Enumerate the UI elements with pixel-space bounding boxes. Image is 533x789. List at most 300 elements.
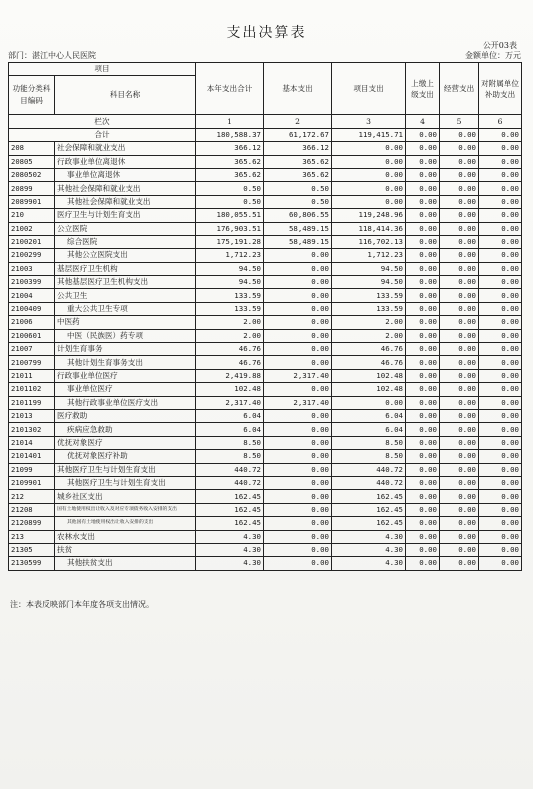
table-row (9, 369, 522, 382)
row-value: 2.00 (196, 316, 264, 329)
row-value: 0.00 (479, 530, 522, 543)
row-value: 2,317.40 (264, 396, 332, 409)
row-name: 计划生育事务 (55, 343, 196, 356)
row-value: 2.00 (332, 329, 406, 342)
row-value: 4.30 (196, 530, 264, 543)
row-value: 0.00 (264, 289, 332, 302)
table-row (9, 289, 522, 302)
row-value: 0.00 (479, 316, 522, 329)
row-value: 0.00 (406, 423, 440, 436)
expenditure-table (8, 62, 522, 571)
row-value: 0.00 (440, 222, 479, 235)
row-value: 0.00 (406, 168, 440, 181)
row-value: 0.00 (264, 423, 332, 436)
row-value: 0.00 (264, 343, 332, 356)
row-value: 0.00 (332, 142, 406, 155)
row-value: 94.50 (196, 262, 264, 275)
row-value: 0.00 (440, 276, 479, 289)
row-value: 0.00 (406, 195, 440, 208)
header-basic: 基本支出 (264, 63, 332, 115)
row-value: 8.50 (332, 436, 406, 449)
row-value: 0.00 (440, 155, 479, 168)
table-row (9, 530, 522, 543)
total-value: 0.00 (406, 128, 440, 141)
row-value: 0.50 (264, 195, 332, 208)
table-row (9, 383, 522, 396)
row-code: 21006 (9, 316, 55, 329)
row-value: 0.00 (440, 543, 479, 556)
row-value: 0.00 (406, 530, 440, 543)
row-value: 0.00 (264, 517, 332, 530)
col-num: 1 (196, 115, 264, 128)
row-value: 0.00 (479, 209, 522, 222)
row-code: 2100601 (9, 329, 55, 342)
row-value: 0.00 (479, 423, 522, 436)
row-value: 0.00 (406, 383, 440, 396)
row-value: 366.12 (264, 142, 332, 155)
row-value: 0.00 (440, 182, 479, 195)
row-value: 0.00 (264, 383, 332, 396)
row-value: 0.00 (479, 450, 522, 463)
row-value: 0.00 (264, 249, 332, 262)
row-name: 基层医疗卫生机构 (55, 262, 196, 275)
row-value: 133.59 (332, 302, 406, 315)
table-row (9, 423, 522, 436)
table-row (9, 356, 522, 369)
table-row (9, 168, 522, 181)
row-code: 208 (9, 142, 55, 155)
row-value: 365.62 (264, 155, 332, 168)
row-value: 0.00 (264, 476, 332, 489)
row-code: 2109901 (9, 476, 55, 489)
row-value: 102.48 (332, 383, 406, 396)
row-name: 公共卫生 (55, 289, 196, 302)
row-value: 102.48 (196, 383, 264, 396)
row-code: 21004 (9, 289, 55, 302)
row-name: 其他扶贫支出 (55, 557, 196, 570)
row-value: 0.00 (406, 222, 440, 235)
row-value: 162.45 (332, 490, 406, 503)
row-value: 440.72 (332, 463, 406, 476)
row-name: 其他医疗卫生与计划生育支出 (55, 476, 196, 489)
row-value: 0.00 (440, 343, 479, 356)
row-value: 0.00 (264, 450, 332, 463)
row-value: 0.00 (264, 302, 332, 315)
row-value: 0.00 (479, 356, 522, 369)
row-name: 其他社会保障和就业支出 (55, 182, 196, 195)
row-name: 城乡社区支出 (55, 490, 196, 503)
row-value: 0.00 (479, 262, 522, 275)
row-code: 21099 (9, 463, 55, 476)
row-code: 2100201 (9, 235, 55, 248)
row-value: 0.00 (406, 490, 440, 503)
table-row (9, 209, 522, 222)
row-value: 0.00 (264, 557, 332, 570)
total-value: 180,588.37 (196, 128, 264, 141)
row-code: 21002 (9, 222, 55, 235)
row-value: 0.00 (406, 235, 440, 248)
row-value: 0.00 (440, 209, 479, 222)
row-code: 2101302 (9, 423, 55, 436)
header-affiliated: 对附属单位补助支出 (479, 63, 522, 115)
row-value: 0.00 (332, 195, 406, 208)
row-name: 行政事业单位医疗 (55, 369, 196, 382)
total-value: 0.00 (479, 128, 522, 141)
row-value: 4.30 (196, 543, 264, 556)
row-value: 0.00 (264, 463, 332, 476)
row-code: 212 (9, 490, 55, 503)
row-code: 2120899 (9, 517, 55, 530)
table-row (9, 182, 522, 195)
row-value: 0.00 (479, 155, 522, 168)
row-value: 366.12 (196, 142, 264, 155)
table-row (9, 249, 522, 262)
row-value: 94.50 (332, 262, 406, 275)
row-name: 事业单位医疗 (55, 383, 196, 396)
row-value: 0.00 (479, 409, 522, 422)
row-value: 0.00 (406, 543, 440, 556)
row-code: 2089901 (9, 195, 55, 208)
row-code: 20805 (9, 155, 55, 168)
row-name: 农林水支出 (55, 530, 196, 543)
row-value: 0.00 (479, 383, 522, 396)
row-code: 2101401 (9, 450, 55, 463)
row-value: 0.00 (264, 503, 332, 516)
row-value: 0.00 (440, 289, 479, 302)
table-row (9, 436, 522, 449)
row-value: 58,489.15 (264, 222, 332, 235)
row-value: 6.04 (332, 409, 406, 422)
row-value: 0.00 (406, 155, 440, 168)
row-name: 国有土地使用权出让收入及对应专项债务收入安排的支出 (55, 503, 196, 516)
table-row (9, 195, 522, 208)
row-value: 440.72 (332, 476, 406, 489)
row-value: 0.00 (479, 276, 522, 289)
table-row (9, 262, 522, 275)
row-name: 优抚对象医疗补助 (55, 450, 196, 463)
row-value: 0.00 (440, 517, 479, 530)
row-code: 21011 (9, 369, 55, 382)
row-value: 0.00 (440, 490, 479, 503)
row-value: 0.00 (264, 543, 332, 556)
row-value: 0.00 (406, 517, 440, 530)
row-value: 0.00 (406, 142, 440, 155)
row-value: 0.50 (264, 182, 332, 195)
header-upper-sub: 上缴上级支出 (406, 63, 440, 115)
row-value: 0.00 (406, 436, 440, 449)
row-value: 440.72 (196, 476, 264, 489)
row-value: 119,248.96 (332, 209, 406, 222)
row-value: 0.00 (479, 503, 522, 516)
row-value: 0.50 (196, 195, 264, 208)
row-value: 0.00 (479, 369, 522, 382)
row-code: 21208 (9, 503, 55, 516)
row-code: 2080502 (9, 168, 55, 181)
header-total: 本年支出合计 (196, 63, 264, 115)
row-name: 扶贫 (55, 543, 196, 556)
table-row (9, 450, 522, 463)
row-code: 2100399 (9, 276, 55, 289)
row-value: 0.00 (479, 517, 522, 530)
row-value: 0.00 (264, 262, 332, 275)
row-code: 2130599 (9, 557, 55, 570)
row-value: 0.00 (479, 490, 522, 503)
row-name: 疾病应急救助 (55, 423, 196, 436)
row-value: 0.00 (479, 142, 522, 155)
row-value: 0.00 (264, 329, 332, 342)
row-value: 0.00 (406, 289, 440, 302)
row-value: 0.00 (440, 557, 479, 570)
row-name: 公立医院 (55, 222, 196, 235)
row-value: 0.00 (440, 302, 479, 315)
row-value: 0.00 (406, 476, 440, 489)
department-label: 部门：湛江中心人民医院 (8, 51, 96, 60)
table-row (9, 302, 522, 315)
col-num: 3 (332, 115, 406, 128)
row-value: 2.00 (332, 316, 406, 329)
row-value: 162.45 (196, 490, 264, 503)
row-value: 4.30 (332, 543, 406, 556)
row-name: 医疗救助 (55, 409, 196, 422)
row-name: 综合医院 (55, 235, 196, 248)
row-value: 0.00 (264, 530, 332, 543)
table-row (9, 503, 522, 516)
row-value: 0.00 (264, 490, 332, 503)
row-value: 4.30 (196, 557, 264, 570)
column-number-row (9, 115, 522, 128)
row-code: 21305 (9, 543, 55, 556)
table-row (9, 557, 522, 570)
table-row (9, 543, 522, 556)
row-value: 0.00 (440, 450, 479, 463)
row-value: 116,702.13 (332, 235, 406, 248)
row-value: 0.00 (440, 262, 479, 275)
row-name: 中医药 (55, 316, 196, 329)
row-name: 其他医疗卫生与计划生育支出 (55, 463, 196, 476)
row-value: 0.00 (440, 235, 479, 248)
total-value: 0.00 (440, 128, 479, 141)
row-value: 102.48 (332, 369, 406, 382)
col-num: 4 (406, 115, 440, 128)
table-row (9, 276, 522, 289)
row-value: 0.00 (406, 450, 440, 463)
row-value: 94.50 (196, 276, 264, 289)
row-value: 0.00 (440, 436, 479, 449)
row-value: 0.00 (479, 289, 522, 302)
row-value: 0.00 (332, 168, 406, 181)
row-value: 0.00 (406, 463, 440, 476)
row-value: 162.45 (196, 503, 264, 516)
row-value: 4.30 (332, 557, 406, 570)
row-value: 6.04 (332, 423, 406, 436)
row-value: 1,712.23 (196, 249, 264, 262)
row-value: 0.00 (264, 316, 332, 329)
row-value: 133.59 (332, 289, 406, 302)
row-code: 20899 (9, 182, 55, 195)
total-label: 合计 (9, 128, 196, 141)
row-value: 0.00 (406, 302, 440, 315)
row-name: 其他国有土地使用权出让收入安排的支出 (55, 517, 196, 530)
row-code: 210 (9, 209, 55, 222)
row-value: 0.00 (479, 302, 522, 315)
row-value: 4.30 (332, 530, 406, 543)
row-code: 2100299 (9, 249, 55, 262)
row-value: 0.00 (440, 409, 479, 422)
row-value: 0.00 (479, 396, 522, 409)
table-row (9, 409, 522, 422)
row-value: 0.00 (440, 168, 479, 181)
row-name: 其他基层医疗卫生机构支出 (55, 276, 196, 289)
row-value: 2,317.40 (196, 396, 264, 409)
row-value: 0.00 (479, 195, 522, 208)
row-value: 0.00 (406, 396, 440, 409)
row-value: 162.45 (332, 503, 406, 516)
row-value: 0.00 (479, 557, 522, 570)
row-value: 2,419.88 (196, 369, 264, 382)
row-name: 事业单位离退休 (55, 168, 196, 181)
col-num: 5 (440, 115, 479, 128)
total-row (9, 128, 522, 141)
row-value: 0.00 (440, 369, 479, 382)
header-project: 项目支出 (332, 63, 406, 115)
row-name: 行政事业单位离退休 (55, 155, 196, 168)
row-name: 其他公立医院支出 (55, 249, 196, 262)
row-value: 0.00 (440, 329, 479, 342)
row-value: 0.00 (406, 356, 440, 369)
row-value: 0.00 (479, 222, 522, 235)
row-value: 0.00 (406, 343, 440, 356)
row-value: 176,903.51 (196, 222, 264, 235)
col-num: 6 (479, 115, 522, 128)
row-value: 180,055.51 (196, 209, 264, 222)
row-value: 6.04 (196, 423, 264, 436)
row-value: 2,317.40 (264, 369, 332, 382)
row-value: 0.00 (406, 249, 440, 262)
row-value: 0.50 (196, 182, 264, 195)
row-value: 0.00 (264, 276, 332, 289)
row-value: 0.00 (440, 356, 479, 369)
unit-label: 金额单位：万元 (465, 51, 521, 60)
row-value: 0.00 (440, 316, 479, 329)
row-value: 0.00 (440, 195, 479, 208)
row-value: 0.00 (479, 182, 522, 195)
row-code: 2100409 (9, 302, 55, 315)
row-value: 365.62 (196, 155, 264, 168)
row-name: 医疗卫生与计划生育支出 (55, 209, 196, 222)
row-value: 0.00 (479, 476, 522, 489)
row-value: 2.00 (196, 329, 264, 342)
row-value: 46.76 (332, 343, 406, 356)
row-code: 21013 (9, 409, 55, 422)
table-row (9, 329, 522, 342)
header-business: 经营支出 (440, 63, 479, 115)
row-value: 0.00 (440, 383, 479, 396)
row-value: 0.00 (264, 356, 332, 369)
table-row (9, 476, 522, 489)
total-value: 119,415.71 (332, 128, 406, 141)
row-name: 其他社会保障和就业支出 (55, 195, 196, 208)
header-func-code: 功能分类科目编码 (9, 76, 55, 115)
table-row (9, 490, 522, 503)
row-value: 0.00 (332, 396, 406, 409)
row-value: 0.00 (479, 343, 522, 356)
row-value: 0.00 (264, 409, 332, 422)
row-value: 0.00 (406, 503, 440, 516)
row-value: 46.76 (196, 356, 264, 369)
row-code: 21007 (9, 343, 55, 356)
row-value: 0.00 (406, 409, 440, 422)
row-name: 中医（民族医）药专项 (55, 329, 196, 342)
row-value: 0.00 (479, 543, 522, 556)
row-value: 94.50 (332, 276, 406, 289)
row-value: 0.00 (406, 182, 440, 195)
table-row (9, 463, 522, 476)
row-value: 8.50 (196, 450, 264, 463)
row-value: 0.00 (406, 209, 440, 222)
row-value: 60,806.55 (264, 209, 332, 222)
form-number: 公开03表 (482, 41, 517, 50)
row-value: 365.62 (264, 168, 332, 181)
row-code: 2101199 (9, 396, 55, 409)
table-row (9, 142, 522, 155)
row-value: 0.00 (406, 262, 440, 275)
header-subject-name: 科目名称 (55, 76, 196, 115)
row-value: 46.76 (332, 356, 406, 369)
row-code: 213 (9, 530, 55, 543)
row-code: 2101102 (9, 383, 55, 396)
row-value: 0.00 (264, 436, 332, 449)
table-row (9, 396, 522, 409)
col-num: 2 (264, 115, 332, 128)
row-value: 133.59 (196, 289, 264, 302)
row-value: 0.00 (406, 557, 440, 570)
row-value: 0.00 (440, 423, 479, 436)
row-value: 0.00 (479, 436, 522, 449)
row-value: 0.00 (332, 182, 406, 195)
page-title: 支出决算表 (226, 25, 307, 41)
row-name: 社会保障和就业支出 (55, 142, 196, 155)
row-value: 8.50 (196, 436, 264, 449)
row-value: 0.00 (440, 463, 479, 476)
row-value: 440.72 (196, 463, 264, 476)
row-value: 6.04 (196, 409, 264, 422)
row-value: 0.00 (479, 249, 522, 262)
table-row (9, 235, 522, 248)
row-value: 175,191.28 (196, 235, 264, 248)
row-value: 0.00 (332, 155, 406, 168)
row-value: 0.00 (406, 369, 440, 382)
row-value: 46.76 (196, 343, 264, 356)
row-value: 0.00 (479, 463, 522, 476)
row-value: 0.00 (479, 329, 522, 342)
row-value: 8.50 (332, 450, 406, 463)
row-value: 0.00 (440, 142, 479, 155)
row-value: 0.00 (479, 235, 522, 248)
row-value: 0.00 (440, 530, 479, 543)
table-row (9, 316, 522, 329)
row-code: 21014 (9, 436, 55, 449)
table-row (9, 155, 522, 168)
row-value: 118,414.36 (332, 222, 406, 235)
row-value: 365.62 (196, 168, 264, 181)
row-value: 162.45 (332, 517, 406, 530)
row-value: 133.59 (196, 302, 264, 315)
row-code: 2100799 (9, 356, 55, 369)
row-name: 优抚对象医疗 (55, 436, 196, 449)
row-value: 1,712.23 (332, 249, 406, 262)
row-value: 0.00 (406, 276, 440, 289)
footnote: 注：本表反映部门本年度各项支出情况。 (10, 600, 154, 609)
